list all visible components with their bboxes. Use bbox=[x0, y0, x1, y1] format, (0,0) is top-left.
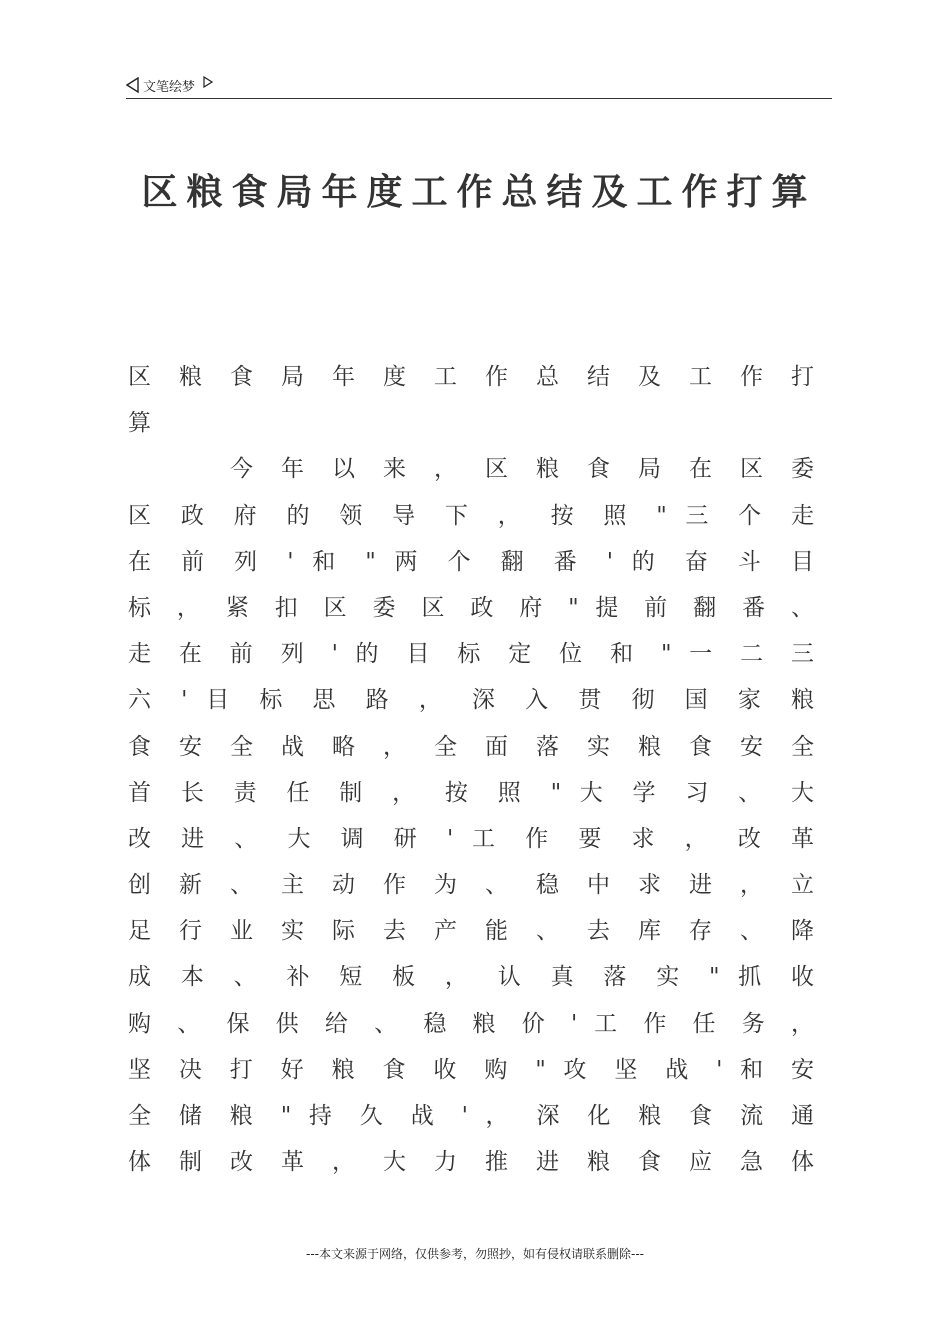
body-text bbox=[128, 354, 814, 1185]
body-line: 走 在 前 列 ' 的 目 标 定 位 和 " 一 二 三 bbox=[128, 641, 814, 668]
header-brand bbox=[126, 75, 213, 95]
triangle-left-icon bbox=[126, 77, 139, 93]
body-line: 创 新 、 主 动 作 为 、 稳 中 求 进 ， 立 bbox=[128, 872, 814, 899]
body-line: 六 ' 目 标 思 路 ， 深 入 贯 彻 国 家 粮 bbox=[128, 687, 814, 714]
body-line: 区 政 府 的 领 导 下 ， 按 照 " 三 个 走 bbox=[128, 502, 814, 529]
body-line: 全 储 粮 " 持 久 战 ' ， 深 化 粮 食 流 通 bbox=[128, 1103, 814, 1129]
body-line: 在 前 列 ' 和 " 两 个 翻 番 ' 的 奋 斗 目 bbox=[128, 548, 814, 575]
body-line: 足 行 业 实 际 去 产 能 、 去 库 存 、 降 bbox=[128, 918, 814, 945]
brand-text: 文笔绘梦 bbox=[143, 79, 196, 95]
body-line: 标 ， 紧 扣 区 委 区 政 府 " 提 前 翻 番 、 bbox=[128, 594, 814, 621]
body-line: 体 制 改 革 ， 大 力 推 进 粮 食 应 急 体 bbox=[128, 1149, 814, 1176]
triangle-right-icon bbox=[203, 76, 213, 88]
document-title: 区粮食局年度工作总结及工作打算 bbox=[141, 171, 817, 213]
footer-disclaimer: ---本文来源于网络，仅供参考，勿照抄，如有侵权请联系删除--- bbox=[306, 1247, 644, 1261]
body-line: 今 年 以 来 ， 区 粮 食 局 在 区 委 bbox=[128, 456, 814, 483]
body-line: 食 安 全 战 略 ， 全 面 落 实 粮 食 安 全 bbox=[128, 733, 814, 760]
page-header bbox=[126, 72, 832, 99]
body-line: 首 长 责 任 制 ， 按 照 " 大 学 习 、 大 bbox=[128, 779, 814, 806]
body-line: 区 粮 食 局 年 度 工 作 总 结 及 工 作 打 bbox=[128, 364, 814, 390]
body-line: 成 本 、 补 短 板 ， 认 真 落 实 " 抓 收 bbox=[128, 964, 814, 991]
body-line: 购 、 保 供 给 、 稳 粮 价 ' 工 作 任 务 ， bbox=[128, 1010, 814, 1037]
body-line: 坚 决 打 好 粮 食 收 购 " 攻 坚 战 ' 和 安 bbox=[128, 1056, 814, 1083]
body-line: 算 bbox=[128, 410, 151, 437]
body-line: 改 进 、 大 调 研 ' 工 作 要 求 ， 改 革 bbox=[128, 825, 814, 852]
